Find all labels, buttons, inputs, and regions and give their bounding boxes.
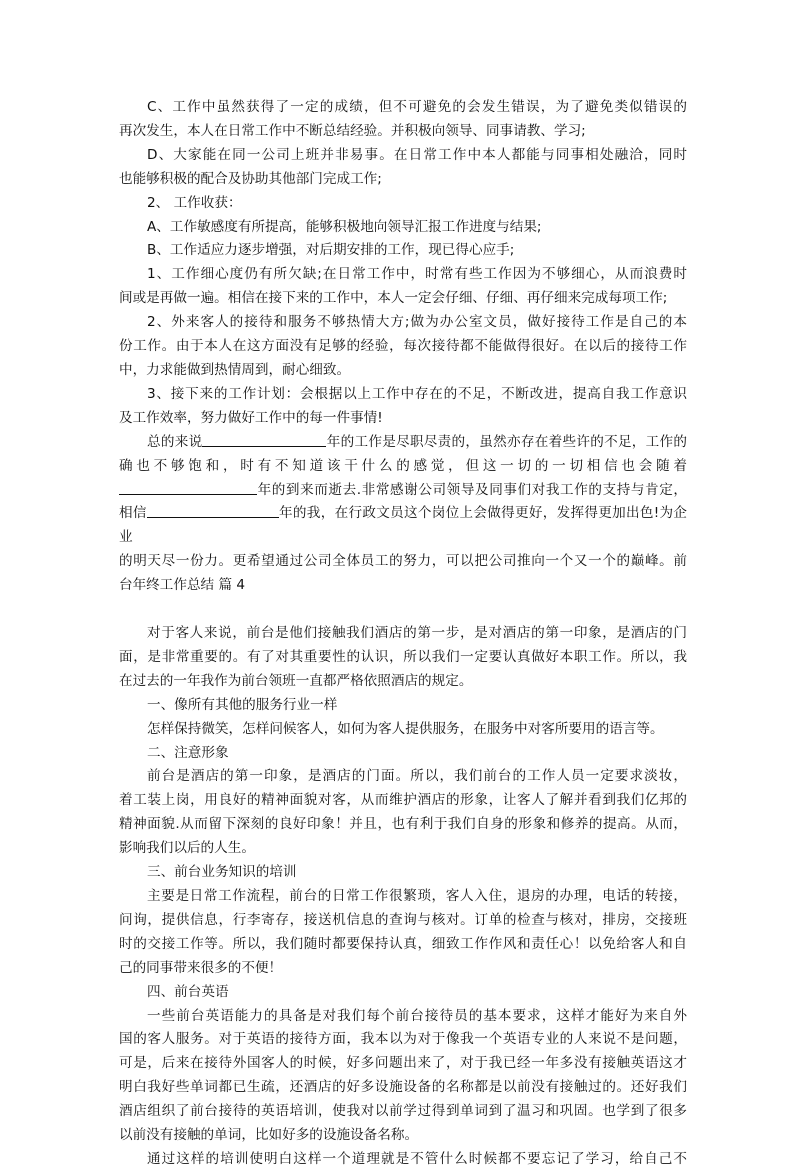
document-page [119, 96, 687, 1172]
paragraph-c-line1: C、工作中虽然获得了一定的成绩，但不可避免的会发生错误，为了避免类似错误的 [147, 99, 687, 115]
paragraph-gain-a: A、工作敏感度有所提高，能够积极地向领导汇报工作进度与结果; [147, 218, 542, 235]
summary-lead-text: 总的来说 [147, 433, 203, 450]
section-title-part4: 台年终工作总结 篇 4 [119, 577, 246, 594]
paragraph-c-line2: 再次发生，本人在日常工作中不断总结经验。并积极向领导、同事请教、学习; [119, 122, 586, 139]
paragraph-point1-line2: 间或是再做一遍。相信在接下来的工作中，本人一定会仔细、仔细、再仔细来完成每项工作; [119, 290, 668, 307]
heading-image: 二、注意形象 [147, 744, 229, 761]
heading-work-gains: 2、 工作收获： [147, 194, 242, 211]
summary-line1-text: 年的工作是尽职尽责的，虽然亦存在着些许的不足，工作的 [326, 433, 688, 450]
paragraph-point2-line3: 中，力求能做到热情周到，耐心细致。 [119, 361, 351, 378]
training-line3: 时的交接工作等。所以，我们随时都要保持认真，细致工作作风和责任心！以免给客人和自 [119, 935, 687, 952]
paragraph-d-line1: D、大家能在同一公司上班并非易事。在日常工作中本人都能与同事相处融洽，同时 [147, 146, 687, 163]
blank-underline [147, 503, 279, 518]
english-line1: 一些前台英语能力的具备是对我们每个前台接待员的基本要求，这样才能好为来自外 [147, 1007, 687, 1024]
blank-underline [119, 480, 257, 495]
paragraph-gain-b: B、工作适应力逐步增强，对后期安排的工作，现已得心应手; [147, 242, 515, 259]
heading-service-industry: 一、像所有其他的服务行业一样 [147, 696, 338, 713]
heading-training: 三、前台业务知识的培训 [147, 864, 297, 881]
summary-line3 [119, 479, 687, 503]
english-line3: 可是，后来在接待外国客人的时候，好多问题出来了，对于我已经一年多没有接触英语这才 [119, 1055, 687, 1072]
image-line1: 前台是酒店的第一印象，是酒店的门面。所以，我们前台的工作人员一定要求淡妆， [147, 768, 687, 785]
summary-line1 [119, 431, 687, 455]
summary-line4 [119, 502, 687, 550]
training-line2: 问询，提供信息，行李寄存，接送机信息的查询与核对。订单的检查与核对，排房，交接班 [119, 911, 687, 928]
paragraph-point2-line1: 2、外来客人的接待和服务不够热情大方;做为办公室文员，做好接待工作是自己的本 [147, 314, 687, 331]
intro-line3: 在过去的一年我作为前台领班一直都严格依照酒店的规定。 [119, 672, 473, 689]
image-line3: 精神面貌.从而留下深刻的良好印象！并且，也有利于我们自身的形象和修养的提高。从而， [119, 816, 687, 833]
paragraph-point1-line1: 1、工作细心度仍有所欠缺;在日常工作中，时常有些工作因为不够细心，从而浪费时 [147, 266, 687, 283]
training-line4: 己的同事带来很多的不便！ [119, 959, 283, 976]
paragraph-point3-line2: 及工作效率，努力做好工作中的每一件事情! [119, 409, 383, 426]
summary-line4-text: 年的我，在行政文员这个岗位上会做得更好，发挥得更加出色!为企业 [119, 505, 688, 546]
image-line4: 影响我们以后的人生。 [119, 840, 255, 857]
summary-line4-lead: 相信 [119, 505, 147, 522]
heading-english: 四、前台英语 [147, 983, 229, 1000]
paragraph-d-line2: 也能够积极的配合及协助其他部门完成工作; [119, 170, 382, 187]
blank-underline [202, 432, 326, 447]
summary-line5: 的明天尽一份力。更希望通过公司全体员工的努力，可以把公司推向一个又一个的巅峰。前 [119, 553, 687, 570]
english-line6: 以前没有接触的单词，比如好多的设施设备名称。 [119, 1127, 419, 1144]
paragraph-point2-line2: 份工作。由于本人在这方面没有足够的经验，每次接待都不能做得很好。在以后的接待工作 [119, 338, 687, 355]
paragraph-service-industry: 怎样保持微笑，怎样问候客人，如何为客人提供服务，在服务中对客所要用的语言等。 [147, 720, 664, 737]
closing-line: 通过这样的培训使明白这样一个道理就是不管什么时候都不要忘记了学习，给自己不 [147, 1150, 687, 1167]
english-line4: 明白我好些单词都已生疏，还酒店的好多设施设备的名称都是以前没有接触过的。还好我们 [119, 1079, 687, 1096]
section-gap [119, 598, 687, 622]
training-line1: 主要是日常工作流程，前台的日常工作很繁琐，客人入住，退房的办理，电话的转接， [147, 888, 687, 904]
summary-line3-text: 年的到来而逝去.非常感谢公司领导及同事们对我工作的支持与肯定， [257, 481, 687, 498]
intro-line2: 面，是非常重要的。有了对其重要性的认识，所以我们一定要认真做好本职工作。所以，我 [119, 648, 687, 665]
intro-line1: 对于客人来说，前台是他们接触我们酒店的第一步，是对酒店的第一印象，是酒店的门 [147, 625, 687, 642]
paragraph-point3-line1: 3、接下来的工作计划：会根据以上工作中存在的不足，不断改进，提高自我工作意识 [147, 385, 687, 402]
summary-line2: 确也不够饱和，时有不知道该干什么的感觉，但这一切的一切相信也会随着 [119, 457, 687, 474]
english-line5: 酒店组织了前台接待的英语培训，使我对以前学过得到单词到了温习和巩固。也学到了很多 [119, 1103, 687, 1120]
image-line2: 着工装上岗，用良好的精神面貌对客，从而维护酒店的形象，让客人了解并看到我们亿邦的 [119, 792, 687, 809]
english-line2: 国的客人服务。对于英语的接待方面，我本以为对于像我一个英语专业的人来说不是问题， [119, 1031, 687, 1048]
